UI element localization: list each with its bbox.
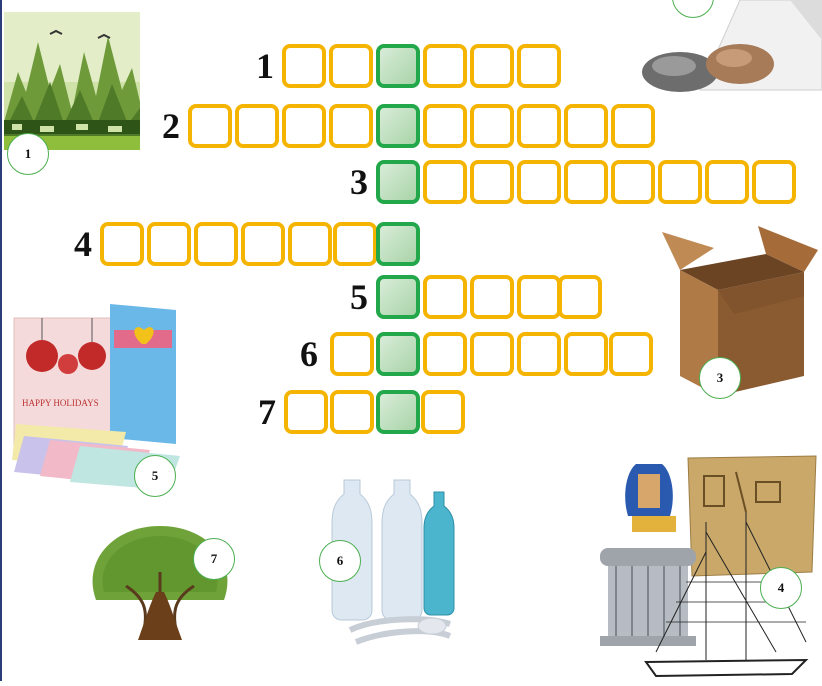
letter-cell[interactable]: [423, 104, 467, 148]
row-number: 3: [350, 162, 368, 202]
paper-stones-picture: [640, 0, 822, 96]
letter-cell[interactable]: [423, 44, 467, 88]
letter-cell[interactable]: [705, 160, 749, 204]
ancient-history-icon: [596, 452, 822, 681]
letter-cell[interactable]: [517, 44, 561, 88]
row-number: 2: [162, 106, 180, 146]
card-greeting-text: HAPPY HOLIDAYS: [22, 398, 99, 408]
picture-number-badge: 3: [699, 357, 741, 399]
letter-cell[interactable]: [333, 222, 377, 266]
letter-cell[interactable]: [330, 332, 374, 376]
letter-cell[interactable]: [564, 104, 608, 148]
row-number: 6: [300, 334, 318, 374]
row-number: 1: [256, 46, 274, 86]
forest-icon: [4, 12, 140, 150]
crossword-row-3: [0, 160, 822, 204]
key-letter-cell[interactable]: [376, 222, 420, 266]
letter-cell[interactable]: [517, 104, 561, 148]
forest-picture: [4, 12, 140, 150]
key-letter-cell[interactable]: [376, 44, 420, 88]
letter-cell[interactable]: [241, 222, 285, 266]
letter-cell[interactable]: [470, 160, 514, 204]
letter-cell[interactable]: [470, 44, 514, 88]
key-letter-cell[interactable]: [376, 332, 420, 376]
letter-cell[interactable]: [752, 160, 796, 204]
letter-cell[interactable]: [329, 44, 373, 88]
paper-stones-icon: [640, 0, 822, 96]
key-letter-cell[interactable]: [376, 104, 420, 148]
picture-number-badge: 7: [193, 538, 235, 580]
letter-cell[interactable]: [423, 332, 467, 376]
picture-number-badge: 6: [319, 540, 361, 582]
letter-cell[interactable]: [558, 275, 602, 319]
letter-cell[interactable]: [329, 104, 373, 148]
letter-cell[interactable]: [284, 390, 328, 434]
letter-cell[interactable]: [235, 104, 279, 148]
letter-cell[interactable]: [188, 104, 232, 148]
picture-number-badge: 5: [134, 455, 176, 497]
letter-cell[interactable]: [194, 222, 238, 266]
letter-cell[interactable]: [282, 44, 326, 88]
letter-cell[interactable]: [288, 222, 332, 266]
letter-cell[interactable]: [421, 390, 465, 434]
letter-cell[interactable]: [517, 160, 561, 204]
letter-cell[interactable]: [470, 275, 514, 319]
letter-cell[interactable]: [423, 160, 467, 204]
key-letter-cell[interactable]: [376, 275, 420, 319]
letter-cell[interactable]: [423, 275, 467, 319]
row-number: 4: [74, 224, 92, 264]
letter-cell[interactable]: [658, 160, 702, 204]
letter-cell[interactable]: [470, 332, 514, 376]
row-number: 7: [258, 392, 276, 432]
letter-cell[interactable]: [282, 104, 326, 148]
key-letter-cell[interactable]: [376, 390, 420, 434]
letter-cell[interactable]: [517, 332, 561, 376]
picture-number-badge: 1: [7, 133, 49, 175]
letter-cell[interactable]: [611, 104, 655, 148]
letter-cell[interactable]: [147, 222, 191, 266]
letter-cell[interactable]: [611, 160, 655, 204]
ancient-history-picture: [596, 452, 822, 681]
key-letter-cell[interactable]: [376, 160, 420, 204]
letter-cell[interactable]: [100, 222, 144, 266]
letter-cell[interactable]: [470, 104, 514, 148]
picture-number-badge: 4: [760, 567, 802, 609]
letter-cell[interactable]: [609, 332, 653, 376]
letter-cell[interactable]: [330, 390, 374, 434]
letter-cell[interactable]: [564, 160, 608, 204]
row-number: 5: [350, 277, 368, 317]
letter-cell[interactable]: [517, 275, 561, 319]
letter-cell[interactable]: [564, 332, 608, 376]
